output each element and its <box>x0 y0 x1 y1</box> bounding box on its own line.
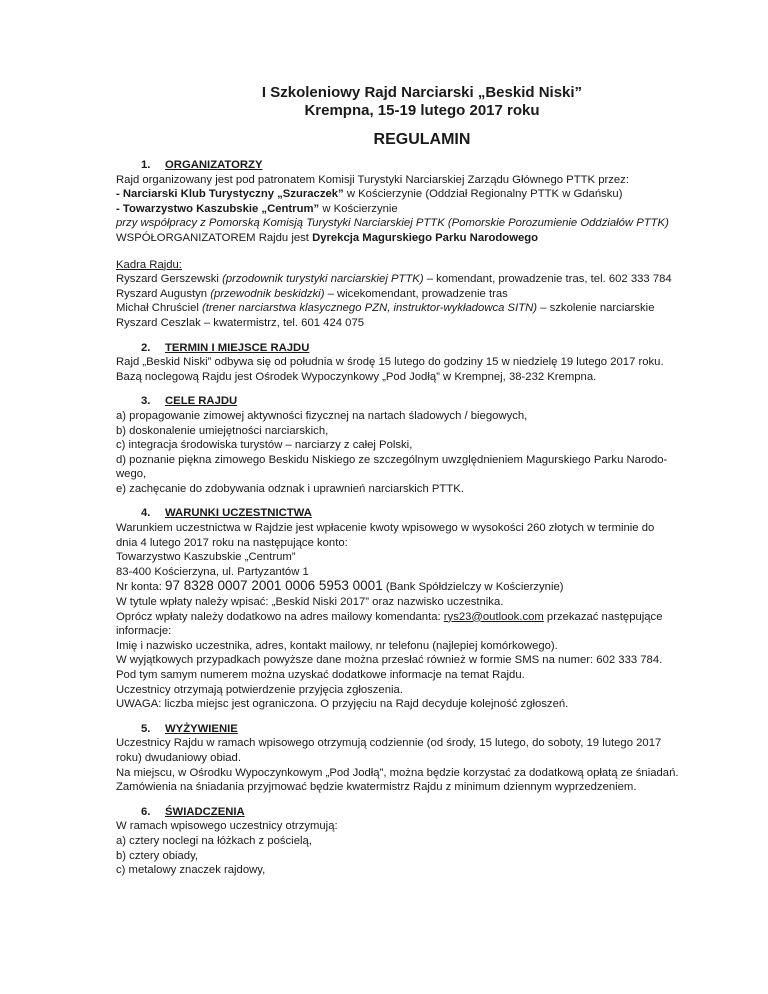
paragraph-line: W tytule wpłaty należy wpisać: „Beskid Niski 2017” oraz nazwisko uczestnika. <box>116 596 504 609</box>
account-line <box>116 579 728 595</box>
organizer-name: - Towarzystwo Kaszubskie „Centrum” <box>116 202 320 215</box>
section-label: WARUNKI UCZESTNICTWA <box>165 507 312 520</box>
section-label: TERMIN I MIEJSCE RAJDU <box>165 341 310 354</box>
organizer-name: - Narciarski Klub Turystyczny „Szuraczek” <box>116 188 344 201</box>
section-label: CELE RAJDU <box>165 395 238 408</box>
section-number: 6. <box>141 805 151 818</box>
staff-role: – szkolenie narciarskie <box>537 302 655 315</box>
section-number: 5. <box>141 722 151 735</box>
section-heading-wyzywienie <box>116 722 728 737</box>
document-subtitle: Krempna, 15-19 lutego 2017 roku <box>304 102 540 119</box>
regulamin-heading: REGULAMIN <box>373 131 471 148</box>
paragraph-line: przy współpracy z Pomorską Komisją Turystyki Narciarskiej PTTK (Pomorskie Porozumienie Oddziałów PTTK) <box>116 217 669 230</box>
paragraph-line: 83-400 Kościerzyna, ul. Partyzantów 1 <box>116 565 309 578</box>
paragraph-line: Bazą noclegową Rajdu jest Ośrodek Wypoczynkowy „Pod Jodłą” w Krempnej, 38-232 Krempna. <box>116 370 597 383</box>
email-outro: przekazać następujące <box>543 610 663 623</box>
paragraph-line <box>116 610 728 625</box>
paragraph-line: Na miejscu, w Ośrodku Wypoczynkowym „Pod Jodłą”, można będzie korzystać za dodatkową opłatą ze śniadań. <box>116 766 679 779</box>
section-label: WYŻYWIENIE <box>165 722 238 735</box>
list-item: c) metalowy znaczek rajdowy, <box>116 864 266 877</box>
paragraph-line: Uczestnicy otrzymają potwierdzenie przyjęcia zgłoszenia. <box>116 683 403 696</box>
paragraph-line: Rajd „Beskid Niski” odbywa się od południa w środę 15 lutego do godziny 15 w niedzielę 19 lutego 2017 roku. <box>116 356 664 369</box>
section-heading-swiadczenia <box>116 805 728 820</box>
account-label: Nr konta: <box>116 581 165 594</box>
list-item: a) cztery noclegi na łóżkach z pościelą, <box>116 834 312 847</box>
list-item: a) propagowanie zimowej aktywności fizycznej na nartach śladowych / biegowych, <box>116 409 528 422</box>
staff-name: Michał Chruściel <box>116 302 203 315</box>
paragraph-line: Towarzystwo Kaszubskie „Centrum” <box>116 551 296 564</box>
section-number: 4. <box>141 507 151 520</box>
account-number: 97 8328 0007 2001 0006 5953 0001 <box>164 578 383 594</box>
list-item: b) cztery obiady, <box>116 849 199 862</box>
section-number: 1. <box>141 159 151 171</box>
section-heading-warunki <box>116 506 728 521</box>
staff-line <box>116 287 728 302</box>
paragraph-line: informacje: <box>116 625 172 638</box>
section-number: 2. <box>141 341 151 354</box>
paragraph-line: W ramach wpisowego uczestnicy otrzymują: <box>116 820 338 833</box>
coorganizer-text: WSPÓŁORGANIZATOREM Rajdu jest <box>116 231 313 244</box>
account-bank: (Bank Spółdzielczy w Kościerzynie) <box>382 581 564 594</box>
staff-role: – wicekomendant, prowadzenie tras <box>324 287 508 300</box>
section-heading-cele <box>116 394 728 409</box>
paragraph-line <box>116 231 728 246</box>
staff-line: Ryszard Ceszlak – kwatermistrz, tel. 601 424 075 <box>116 316 365 329</box>
email-intro: Oprócz wpłaty należy dodatkowo na adres mailowy komendanta: <box>116 610 444 623</box>
coorganizer-name: Dyrekcja Magurskiego Parku Narodowego <box>312 231 539 244</box>
staff-name: Ryszard Augustyn <box>116 287 211 300</box>
paragraph-line: Warunkiem uczestnictwa w Rajdzie jest wpłacenie kwoty wpisowego w wysokości 260 złotych w terminie do <box>116 522 655 535</box>
paragraph-line <box>116 202 728 217</box>
organizer-detail: w Kościerzynie <box>319 202 398 215</box>
staff-heading: Kadra Rajdu: <box>116 258 182 271</box>
staff-qualification: (trener narciarstwa klasycznego PZN, instruktor-wykładowca SITN) <box>202 302 538 315</box>
paragraph-line: W wyjątkowych przypadkach powyższe dane można przesłać również w formie SMS na numer: 602 333 784. <box>116 654 663 667</box>
list-item: wego, <box>116 468 147 481</box>
staff-qualification: (przodownik turystyki narciarskiej PTTK) <box>222 273 424 286</box>
list-item: d) poznanie piękna zimowego Beskidu Niskiego ze szczególnym uwzględnieniem Magurskiego Parku Narodo- <box>116 453 668 466</box>
paragraph-line: Zamówienia na śniadania przyjmować będzie kwatermistrz Rajdu z minimum dziennym wyprzedzeniem. <box>116 781 637 794</box>
paragraph-line: Imię i nazwisko uczestnika, adres, kontakt mailowy, nr telefonu (najlepiej komórkowego). <box>116 639 558 652</box>
section-heading-termin <box>116 341 728 356</box>
document-title: I Szkoleniowy Rajd Narciarski „Beskid Niski” <box>261 84 583 101</box>
list-item: b) doskonalenie umiejętności narciarskich, <box>116 424 329 437</box>
list-item: c) integracja środowiska turystów – narciarzy z całej Polski, <box>116 439 413 452</box>
paragraph-line: UWAGA: liczba miejsc jest ograniczona. O przyjęciu na Rajd decyduje kolejność zgłoszeń. <box>116 698 569 711</box>
paragraph-line: Uczestnicy Rajdu w ramach wpisowego otrzymują codziennie (od środy, 15 lutego, do soboty, 19 lutego 2017 <box>116 737 662 750</box>
list-item: e) zachęcanie do zdobywania odznak i uprawnień narciarskich PTTK. <box>116 482 464 495</box>
staff-line <box>116 272 728 287</box>
staff-name: Ryszard Gerszewski <box>116 273 223 286</box>
organizer-detail: w Kościerzynie (Oddział Regionalny PTTK w Gdańsku) <box>343 188 623 201</box>
staff-line <box>116 301 728 316</box>
section-label: ŚWIADCZENIA <box>165 805 245 818</box>
section-number: 3. <box>141 395 151 408</box>
section-heading-organizatorzy <box>116 158 728 173</box>
paragraph-line: dnia 4 lutego 2017 roku na następujące konto: <box>116 536 348 549</box>
paragraph-line: roku) dwudaniowy obiad. <box>116 751 241 764</box>
staff-role: – komendant, prowadzenie tras, tel. 602 333 784 <box>423 273 672 286</box>
paragraph-line: Rajd organizowany jest pod patronatem Komisji Turystyki Narciarskiej Zarządu Głównego PTTK przez: <box>116 173 629 186</box>
email-link[interactable]: rys23@outlook.com <box>443 610 544 623</box>
paragraph-line <box>116 187 728 202</box>
section-label: ORGANIZATORZY <box>165 159 263 171</box>
paragraph-line: Pod tym samym numerem można uzyskać dodatkowe informacje na temat Rajdu. <box>116 669 525 681</box>
staff-qualification: (przewodnik beskidzki) <box>210 287 325 300</box>
